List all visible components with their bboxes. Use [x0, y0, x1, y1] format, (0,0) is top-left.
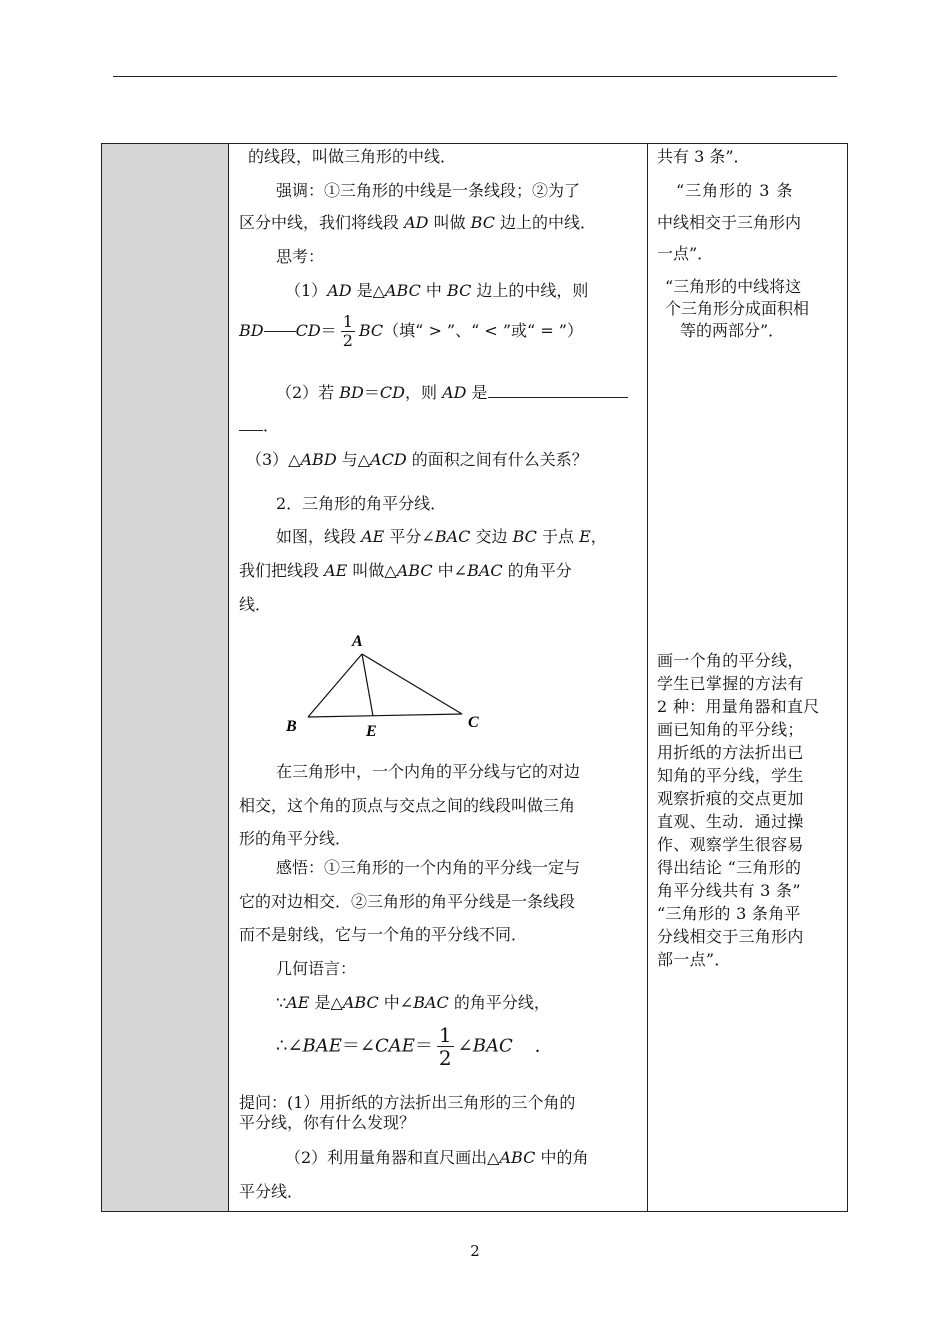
note-concurrency-2: 中线相交于三角形内 — [657, 213, 802, 232]
label-c: C — [468, 714, 479, 731]
label-e: E — [366, 723, 377, 740]
ask-1: 提问：(1）用折纸的方法折出三角形的三个角的 — [239, 1093, 576, 1112]
note-bisector-line: 2 种：用量角器和直尺 — [657, 697, 820, 716]
geometry-because: ∵AE 是△ABC 中∠BAC 的角平分线， — [276, 993, 550, 1012]
bisector-intro-3: 线． — [239, 595, 272, 614]
emphasis-line-2: 区分中线，我们将线段 AD 叫做 BC 边上的中线． — [239, 213, 597, 232]
insight-3: 而不是射线，它与一个角的平分线不同． — [239, 925, 528, 944]
note-bisector-line: 用折纸的方法折出已 — [657, 743, 804, 762]
answer-blank[interactable] — [264, 331, 296, 332]
note-bisector-line: “三角形的 3 条角平 — [657, 904, 801, 923]
bisector-definition-1: 在三角形中，一个内角的平分线与它的对边 — [276, 762, 581, 781]
note-bisector-line: 角平分线共有 3 条” — [657, 881, 801, 900]
question-1: （1）AD 是△ABC 中 BC 边上的中线，则 — [285, 281, 589, 300]
insight-1: 感悟：①三角形的一个内角的平分线一定与 — [276, 858, 581, 877]
column-divider — [647, 144, 648, 1211]
note-concurrency-3: 一点”． — [657, 244, 714, 263]
bisector-intro-2: 我们把线段 AE 叫做△ABC 中∠BAC 的角平分 — [239, 561, 572, 580]
bisector-ae — [362, 654, 373, 716]
note-bisector-line: 知角的平分线，学生 — [657, 766, 804, 785]
note-concurrency-1: “三角形的 3 条 — [676, 181, 794, 200]
question-1-formula: BD CD＝ $\frac{1}{2}$ BC（填“ > ”、“ < ”或“ = ”） — [239, 312, 583, 350]
answer-blank[interactable] — [488, 397, 628, 398]
geometry-language-heading: 几何语言： — [276, 959, 357, 978]
ask-3: （2）利用量角器和直尺画出△ABC 中的角 — [285, 1148, 589, 1167]
bisector-definition-2: 相交，这个角的顶点与交点之间的线段叫做三角 — [239, 796, 576, 815]
insight-2: 它的对边相交．②三角形的角平分线是一条线段 — [239, 892, 576, 911]
note-area-2: 个三角形分成面积相 — [665, 299, 810, 318]
side-ac — [362, 654, 462, 714]
note-bisector-line: 学生已掌握的方法有 — [657, 674, 804, 693]
note-bisector-line: 部一点”． — [657, 950, 731, 969]
question-2: （2）若 BD＝CD，则 AD 是 — [276, 383, 628, 402]
question-3: （3）△ABD 与△ACD 的面积之间有什么关系？ — [246, 450, 588, 469]
fraction-half: $\frac{1}{2}$ — [438, 1023, 452, 1070]
note-bisector-line: 画一个角的平分线， — [657, 651, 804, 670]
median-definition-end: 的线段，叫做三角形的中线． — [248, 147, 457, 166]
question-2-continued: ． — [239, 416, 279, 435]
label-a: A — [352, 633, 363, 650]
header-rule — [113, 76, 837, 77]
bisector-intro-1: 如图，线段 AE 平分∠BAC 交边 BC 于点 E， — [276, 527, 607, 546]
note-area-1: “三角形的中线将这 — [665, 277, 802, 296]
page-number: 2 — [470, 1242, 480, 1260]
note-bisector-line: 得出结论 “三角形的 — [657, 858, 802, 877]
triangle-figure — [280, 628, 490, 740]
fraction-half: $\frac{1}{2}$ — [342, 312, 353, 350]
label-b: B — [286, 718, 297, 735]
note-bisector-line: 分线相交于三角形内 — [657, 927, 804, 946]
note-bisector-line: 观察折痕的交点更加 — [657, 789, 804, 808]
note-count: 共有 3 条”． — [657, 147, 750, 166]
emphasis-line-1: 强调：①三角形的中线是一条线段；②为了 — [276, 181, 581, 200]
note-bisector-line: 画已知角的平分线； — [657, 720, 804, 739]
think-heading: 思考： — [276, 247, 325, 266]
bisector-definition-3: 形的角平分线． — [239, 829, 352, 848]
ask-4: 平分线． — [239, 1182, 304, 1201]
ask-2: 平分线，你有什么发现？ — [239, 1113, 416, 1132]
answer-blank[interactable] — [239, 430, 263, 431]
side-bc — [308, 714, 462, 717]
note-bisector-line: 直观、生动．通过操 — [657, 812, 804, 831]
section-2-title: 2．三角形的角平分线． — [276, 494, 447, 513]
note-area-3: 等的两部分”． — [680, 321, 785, 340]
stage-column — [102, 144, 229, 1211]
side-ab — [308, 654, 362, 717]
note-bisector-line: 作、观察学生很容易 — [657, 835, 804, 854]
geometry-therefore: ∴∠BAE＝∠CAE＝ $\frac{1}{2}$ ∠BAC ． — [276, 1023, 553, 1070]
